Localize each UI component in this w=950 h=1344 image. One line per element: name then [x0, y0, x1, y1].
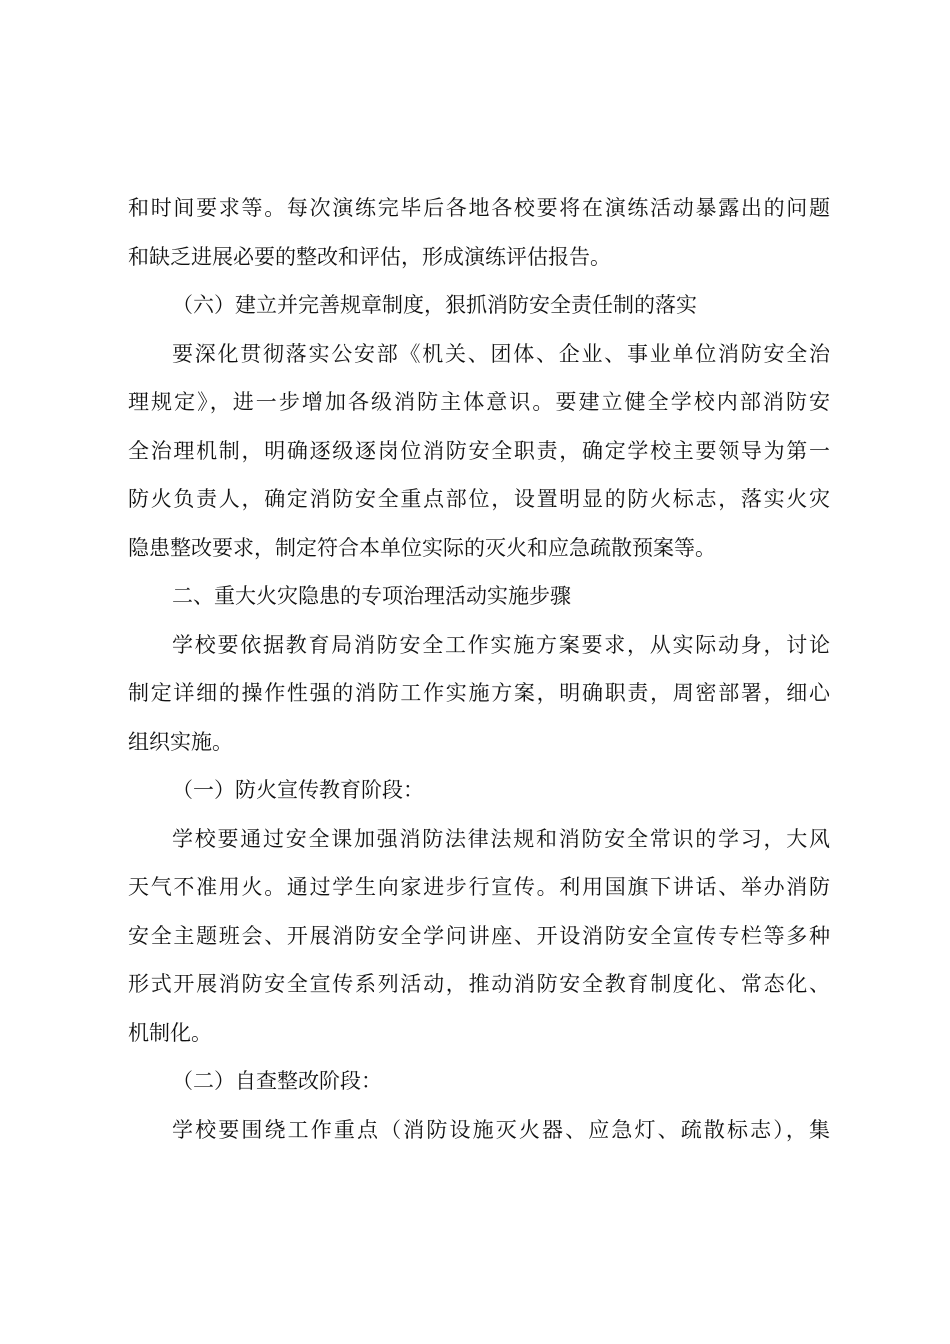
paragraph-line: 隐患整改要求，制定符合本单位实际的灭火和应急疏散预案等。: [128, 535, 716, 560]
paragraph-line: 全治理机制，明确逐级逐岗位消防安全职责，确定学校主要领导为第一: [128, 438, 830, 463]
paragraph-line: 和时间要求等。每次演练完毕后各地各校要将在演练活动暴露出的问题: [128, 196, 830, 220]
paragraph-line: 机制化。: [128, 1020, 212, 1045]
paragraph-line: 形式开展消防安全宣传系列活动，推动消防安全教育制度化、常态化、: [128, 972, 830, 996]
paragraph-line: 学校要通过安全课加强消防法律法规和消防安全常识的学习，大风: [172, 826, 830, 851]
paragraph-line: 学校要依据教育局消防安全工作实施方案要求，从实际动身，讨论: [172, 632, 830, 657]
document-body: [128, 184, 830, 1154]
paragraph-line: 学校要围绕工作重点（消防设施灭火器、应急灯、疏散标志），集: [172, 1117, 830, 1142]
paragraph-line: 组织实施。: [128, 729, 233, 754]
section-heading: （六）建立并完善规章制度，狠抓消防安全责任制的落实: [172, 293, 697, 317]
paragraph-line: 安全主题班会、开展消防安全学问讲座、开设消防安全宣传专栏等多种: [128, 923, 830, 948]
paragraph-line: 理规定》，进一步增加各级消防主体意识。要建立健全学校内部消防安: [128, 390, 830, 414]
section-heading: 二、重大火灾隐患的专项治理活动实施步骤: [172, 584, 571, 608]
paragraph-line: 和缺乏进展必要的整改和评估，形成演练评估报告。: [128, 244, 611, 269]
paragraph-line: 要深化贯彻落实公安部《机关、团体、企业、事业单位消防安全治: [172, 341, 830, 366]
paragraph-line: 防火负责人，确定消防安全重点部位，设置明显的防火标志，落实火灾: [128, 487, 830, 511]
paragraph-line: 天气不准用火。通过学生向家进步行宣传。利用国旗下讲话、举办消防: [128, 875, 830, 899]
section-heading: （一）防火宣传教育阶段：: [172, 778, 424, 802]
section-heading: （二）自查整改阶段：: [172, 1069, 382, 1093]
paragraph-line: 制定详细的操作性强的消防工作实施方案，明确职责，周密部署，细心: [128, 681, 830, 705]
